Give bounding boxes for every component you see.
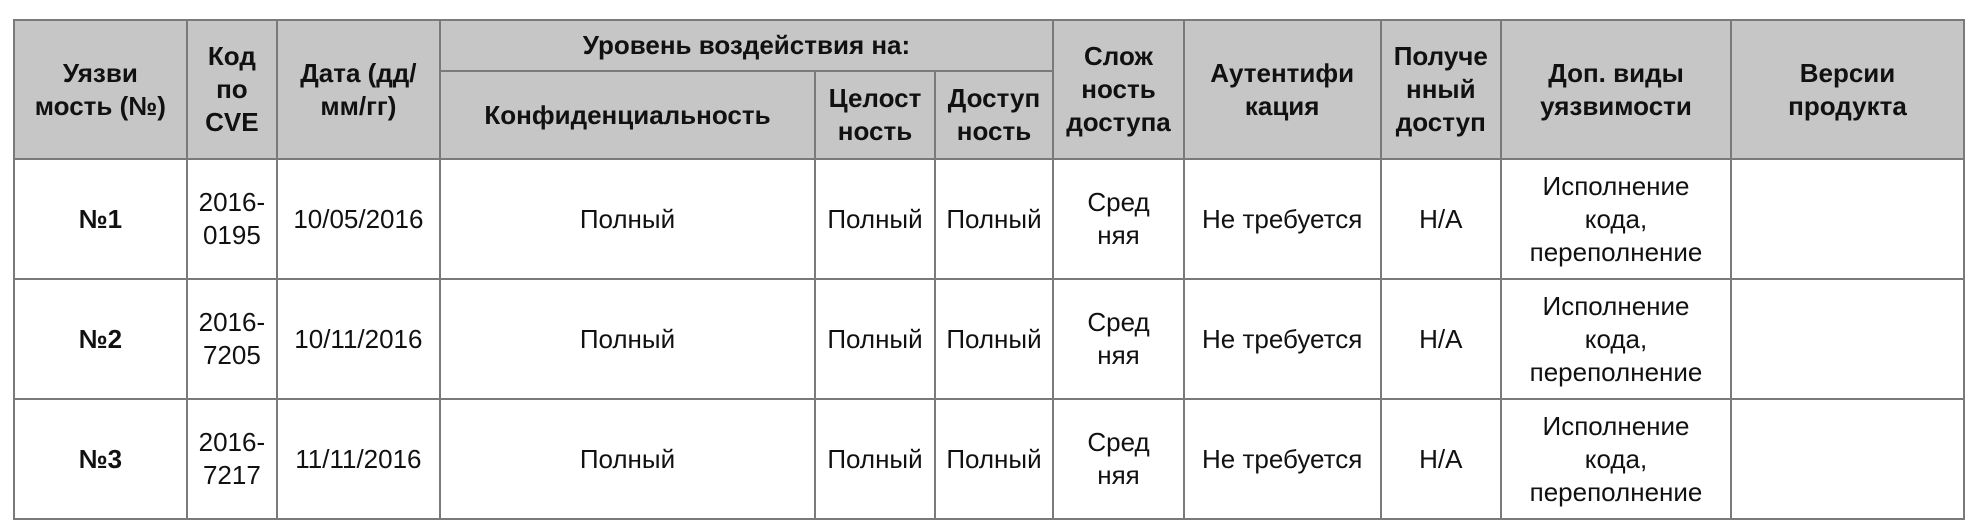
cell-vuln-number: №2 <box>14 279 187 399</box>
cell-cve: 2016- 0195 <box>187 159 277 279</box>
cell-access-gained: Н/А <box>1381 279 1501 399</box>
cell-access-gained: Н/А <box>1381 159 1501 279</box>
table-row <box>14 279 1964 399</box>
table-row <box>14 159 1964 279</box>
cell-access-gained: Н/А <box>1381 399 1501 519</box>
cell-vuln-number: №1 <box>14 159 187 279</box>
cell-integrity: Полный <box>815 159 934 279</box>
cell-versions <box>1731 159 1964 279</box>
header-cve: Код по CVE <box>187 20 277 159</box>
cell-cve: 2016- 7217 <box>187 399 277 519</box>
header-access-gained: Получе нный доступ <box>1381 20 1501 159</box>
cell-integrity: Полный <box>815 399 934 519</box>
header-authentication: Аутентифи кация <box>1184 20 1381 159</box>
cell-versions <box>1731 399 1964 519</box>
cell-date: 10/05/2016 <box>277 159 440 279</box>
header-impact-group: Уровень воздействия на: <box>440 20 1054 71</box>
cell-complexity: Сред няя <box>1053 159 1184 279</box>
cell-integrity: Полный <box>815 279 934 399</box>
cell-confidentiality: Полный <box>440 159 816 279</box>
cell-authentication: Не требуется <box>1184 279 1381 399</box>
cell-extra-types: Исполнение кода, переполнение <box>1501 399 1731 519</box>
cell-confidentiality: Полный <box>440 279 816 399</box>
vulnerability-table <box>13 19 1965 520</box>
cell-authentication: Не требуется <box>1184 399 1381 519</box>
header-versions: Версии продукта <box>1731 20 1964 159</box>
cell-vuln-number: №3 <box>14 399 187 519</box>
cell-extra-types: Исполнение кода, переполнение <box>1501 159 1731 279</box>
cell-cve: 2016- 7205 <box>187 279 277 399</box>
cell-date: 11/11/2016 <box>277 399 440 519</box>
header-complexity: Слож ность доступа <box>1053 20 1184 159</box>
header-integrity: Целост ность <box>815 71 934 159</box>
header-confidentiality: Конфиденциальность <box>440 71 816 159</box>
cell-authentication: Не требуется <box>1184 159 1381 279</box>
cell-complexity: Сред няя <box>1053 279 1184 399</box>
header-availability: Доступ ность <box>935 71 1054 159</box>
cell-availability: Полный <box>935 159 1054 279</box>
cell-complexity: Сред няя <box>1053 399 1184 519</box>
cell-versions <box>1731 279 1964 399</box>
cell-availability: Полный <box>935 399 1054 519</box>
header-vuln: Уязви мость (№) <box>14 20 187 159</box>
header-row-top <box>14 20 1964 71</box>
cell-extra-types: Исполнение кода, переполнение <box>1501 279 1731 399</box>
header-date: Дата (дд/ мм/гг) <box>277 20 440 159</box>
cell-confidentiality: Полный <box>440 399 816 519</box>
table-row <box>14 399 1964 519</box>
cell-availability: Полный <box>935 279 1054 399</box>
header-extra-types: Доп. виды уязвимости <box>1501 20 1731 159</box>
cell-date: 10/11/2016 <box>277 279 440 399</box>
